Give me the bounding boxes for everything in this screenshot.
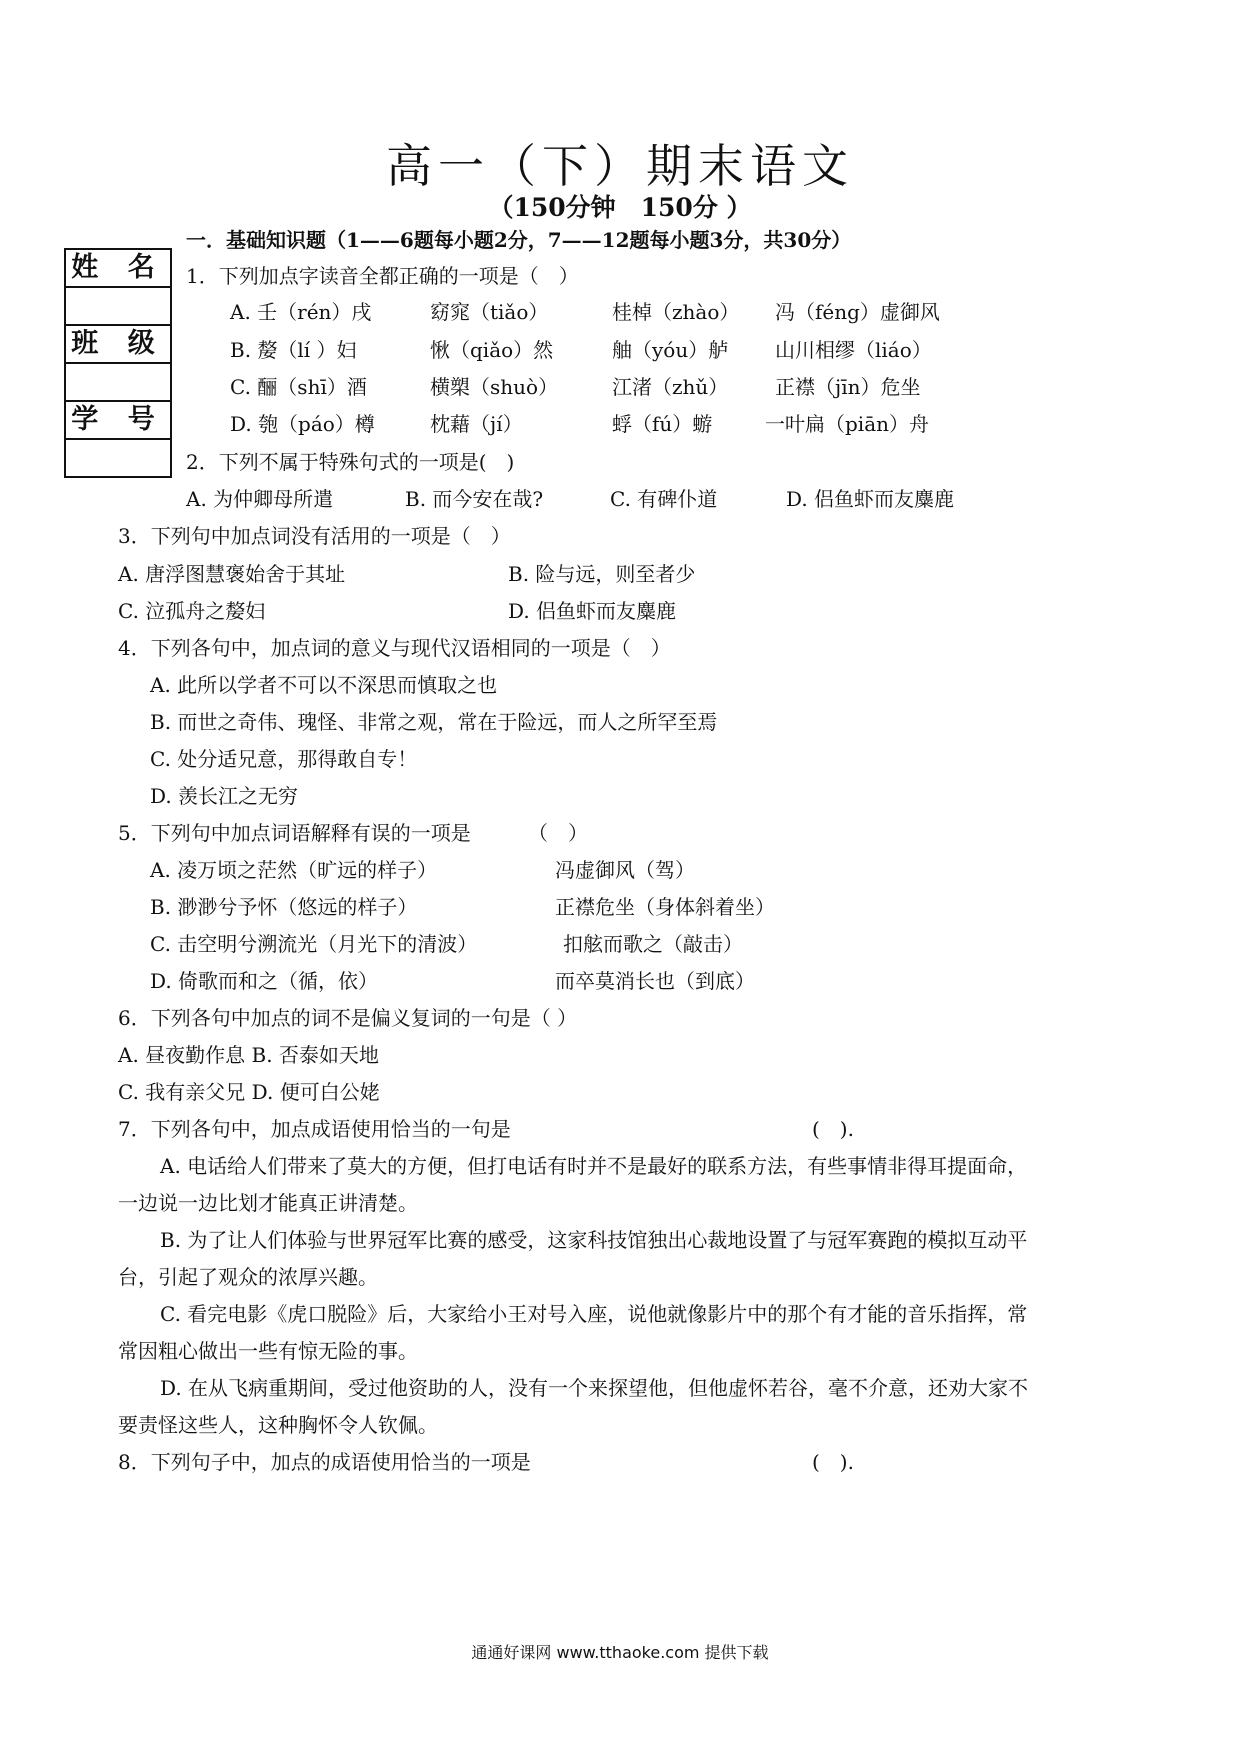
q1-option-cell: 一叶扁（piān）舟 [765, 412, 930, 436]
q4-option: D. 羡长江之无穷 [150, 784, 299, 808]
q1-option-cell: 正襟（jīn）危坐 [775, 375, 921, 399]
class-field [66, 364, 170, 402]
q1-option-cell: 舳（yóu）舻 [612, 338, 729, 362]
question-7-paren: ( ). [812, 1117, 854, 1141]
q1-option-cell: 愀（qiǎo）然 [430, 338, 554, 362]
q5-option: B. 渺渺兮予怀（悠远的样子） [150, 895, 418, 919]
q1-option-cell: 枕藉（jí） [430, 412, 523, 436]
q4-option: A. 此所以学者不可以不深思而慎取之也 [150, 673, 498, 697]
q6-options-line: A. 昼夜勤作息 B. 否泰如天地 [118, 1043, 379, 1067]
question-2-stem: 2．下列不属于特殊句式的一项是( ) [186, 450, 515, 474]
question-4-stem: 4．下列各句中，加点词的意义与现代汉语相同的一项是（ ） [118, 636, 671, 660]
question-3-stem: 3．下列句中加点词没有活用的一项是（ ） [118, 524, 511, 548]
q1-option-cell: 江渚（zhǔ） [612, 375, 729, 399]
question-8-stem: 8．下列句子中，加点的成语使用恰当的一项是 [118, 1450, 531, 1474]
q3-option: B. 险与远，则至者少 [508, 562, 696, 586]
number-field [66, 440, 170, 476]
q5-option: D. 倚歌而和之（循，依） [150, 969, 379, 993]
question-5-stem: 5．下列句中加点词语解释有误的一项是 [118, 821, 471, 845]
number-label: 学 号 [66, 402, 170, 440]
q5-option: 正襟危坐（身体斜着坐） [555, 895, 775, 919]
question-6-stem: 6．下列各句中加点的词不是偏义复词的一句是（ ） [118, 1006, 578, 1030]
q4-option: B. 而世之奇伟、瑰怪、非常之观，常在于险远，而人之所罕至焉 [150, 710, 718, 734]
q1-option-cell: B. 嫠（lí ）妇 [230, 338, 357, 362]
q7-option-line: 一边说一边比划才能真正讲清楚。 [118, 1191, 418, 1215]
section-heading: 一．基础知识题（1——6题每小题2分，7——12题每小题3分，共30分） [186, 228, 852, 252]
q2-option: D. 侣鱼虾而友麋鹿 [786, 487, 955, 511]
q1-option-cell: D. 匏（páo）樽 [230, 412, 375, 436]
q5-option: C. 击空明兮溯流光（月光下的清波） [150, 932, 478, 956]
q1-option-cell: 冯（féng）虚御风 [775, 300, 940, 324]
q7-option-line: 台，引起了观众的浓厚兴趣。 [118, 1265, 378, 1289]
q1-option-cell: 蜉（fú）蝣 [612, 412, 713, 436]
q4-option: C. 处分适兄意，那得敢自专！ [150, 747, 418, 771]
q7-option-line: A. 电话给人们带来了莫大的方便，但打电话有时并不是最好的联系方法，有些事情非得耳提面命， [160, 1154, 1028, 1178]
q5-option: 而卒莫消长也（到底） [555, 969, 755, 993]
name-label: 姓 名 [66, 250, 170, 288]
q1-option-cell: 山川相缪（liáo） [775, 338, 932, 362]
q7-option-line: 常因粗心做出一些有惊无险的事。 [118, 1339, 418, 1363]
question-5-paren: （ ） [528, 821, 588, 845]
q3-option: A. 唐浮图慧褒始舍于其址 [118, 562, 346, 586]
q1-option-cell: A. 壬（rén）戌 [230, 300, 372, 324]
q2-option: B. 而今安在哉? [405, 487, 544, 511]
page-title: 高一（下）期末语文 [386, 139, 854, 193]
q7-option-line: D. 在从飞病重期间，受过他资助的人，没有一个来探望他，但他虚怀若谷，毫不介意，还劝大家不 [160, 1376, 1029, 1400]
q2-option: A. 为仲卿母所遣 [186, 487, 334, 511]
q5-option: 扣舷而歌之（敲击） [563, 932, 743, 956]
q7-option-line: B. 为了让人们体验与世界冠军比赛的感受，这家科技馆独出心裁地设置了与冠军赛跑的模拟互动平 [160, 1228, 1028, 1252]
q1-option-cell: 桂棹（zhào） [612, 300, 740, 324]
q1-option-cell: 横槊（shuò） [430, 375, 559, 399]
q5-option: A. 凌万顷之茫然（旷远的样子） [150, 858, 438, 882]
q5-option: 冯虚御风（驾） [555, 858, 695, 882]
student-info-box [64, 248, 172, 478]
q3-option: C. 泣孤舟之嫠妇 [118, 599, 266, 623]
q7-option-line: 要责怪这些人，这种胸怀令人钦佩。 [118, 1413, 438, 1437]
name-field [66, 288, 170, 326]
question-1-stem: 1．下列加点字读音全都正确的一项是（ ） [186, 264, 579, 288]
q1-option-cell: 窈窕（tiǎo） [430, 300, 549, 324]
q3-option: D. 侣鱼虾而友麋鹿 [508, 599, 677, 623]
q2-option: C. 有碑仆道 [610, 487, 718, 511]
q1-option-cell: C. 酾（shī）酒 [230, 375, 367, 399]
exam-duration-score: （150分钟 150分 ） [488, 193, 752, 222]
question-8-paren: ( ). [812, 1450, 854, 1474]
class-label: 班 级 [66, 326, 170, 364]
question-7-stem: 7．下列各句中，加点成语使用恰当的一句是 [118, 1117, 511, 1141]
footer-source: 通通好课网 www.tthaoke.com 提供下载 [471, 1643, 769, 1662]
q6-options-line: C. 我有亲父兄 D. 便可白公姥 [118, 1080, 380, 1104]
q7-option-line: C. 看完电影《虎口脱险》后，大家给小王对号入座，说他就像影片中的那个有才能的音乐指挥，常 [160, 1302, 1028, 1326]
